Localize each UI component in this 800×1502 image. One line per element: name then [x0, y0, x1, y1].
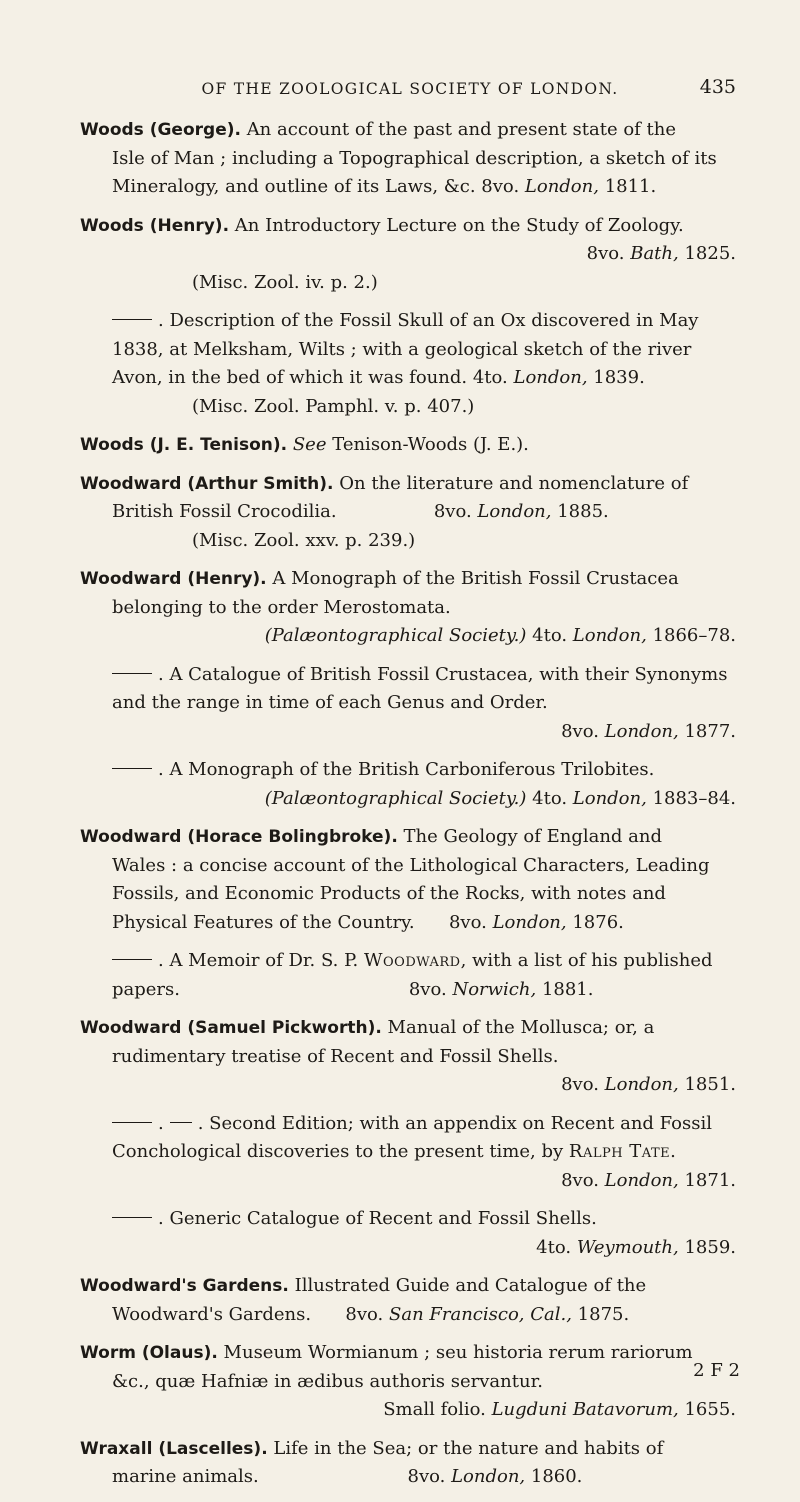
running-head [80, 76, 740, 106]
bibliography-entry [80, 1339, 740, 1425]
entry-year: 1655. [678, 1399, 736, 1420]
ditto-dash [112, 1122, 152, 1123]
bibliography-entry [80, 1205, 740, 1262]
ditto-dash [112, 1217, 152, 1218]
entry-author: Ralph Tate [568, 1141, 671, 1162]
entry-text: Conchological discoveries to the present time, by [112, 1141, 569, 1162]
entry-text: . [670, 1141, 676, 1162]
entry-text: Museum Wormianum ; seu historia rerum rariorum [223, 1342, 693, 1363]
entry-heading: Woodward (Arthur Smith). [80, 473, 334, 494]
ditto-dash [112, 673, 152, 674]
entry-text: Wales : a concise account of the Lithological Characters, Leading [112, 854, 710, 876]
entry-text: Mineralogy, and outline of its Laws, &c. 8vo. [112, 176, 525, 197]
entry-format: 8vo. [561, 1169, 605, 1191]
entry-place: London, [524, 176, 599, 197]
entry-year: 1883–84. [646, 787, 736, 809]
entry-text: A Monograph of the British Fossil Crustacea [272, 568, 679, 589]
entry-place: London, [477, 501, 552, 522]
signature-mark: 2 F 2 [693, 1360, 740, 1381]
entry-year: 1860. [525, 1466, 583, 1487]
entry-place: London, [513, 367, 588, 388]
ditto-dash [112, 319, 152, 320]
entry-heading: Woodward (Henry). [80, 569, 267, 589]
bibliography-entry [80, 1435, 740, 1492]
bibliography-entry [80, 431, 740, 460]
entry-place: London, [604, 1074, 679, 1095]
entry-text: Fossils, and Economic Products of the Rocks, with notes and [112, 883, 666, 904]
entry-text: . A Catalogue of British Fossil Crustacea, with their Synonyms [158, 663, 728, 685]
entry-place: London, [492, 911, 567, 933]
bibliography-entry [80, 823, 740, 937]
entry-year: 1866–78. [646, 625, 736, 646]
entry-text: Physical Features of the Country. 8vo. [112, 911, 493, 933]
entry-place: Weymouth, [576, 1236, 679, 1258]
bibliography-entry: . . Second Edition; with an appendix on Recent and Fossil Conchological discoveries to the present time, by Ralph Tate. 8vo. London, 1871. [112, 1112, 736, 1191]
entry-heading: Woods (J. E. Tenison). [80, 435, 288, 455]
bibliography-entry [80, 1014, 740, 1100]
entry-series: (Palæontographical Society.) [264, 625, 527, 646]
entry-place: London, [604, 1169, 679, 1191]
ditto-dash [170, 1122, 192, 1123]
entry-format: 4to. [526, 625, 573, 646]
entry-text: On the literature and nomenclature of [339, 472, 689, 494]
see-reference: See [292, 434, 327, 455]
entry-text: 1838, at Melksham, Wilts ; with a geological sketch of the river [112, 338, 692, 360]
entry-heading: Woods (George). [80, 120, 241, 140]
entry-note: (Misc. Zool. xxv. p. 239.) [192, 529, 416, 551]
entry-text: rudimentary treatise of Recent and Fossil Shells. [112, 1045, 559, 1067]
entry-format: 4to. [526, 787, 573, 809]
entry-text: papers. 8vo. [112, 978, 453, 1000]
running-title: OF THE ZOOLOGICAL SOCIETY OF LONDON. [201, 80, 619, 98]
entry-heading: Woodward (Samuel Pickworth). [80, 1018, 382, 1038]
entry-text: Life in the Sea; or the nature and habits of [273, 1437, 664, 1459]
entry-year: 1871. [678, 1169, 736, 1191]
entry-text: Manual of the Mollusca; or, a [387, 1017, 655, 1038]
entry-year: 1876. [566, 911, 624, 933]
entry-heading: Woods (Henry). [80, 215, 230, 236]
bibliography-entry [80, 1272, 740, 1329]
bibliography-entry [80, 756, 740, 813]
entry-text: An Introductory Lecture on the Study of Zoology. [234, 214, 684, 236]
bibliography-entry [80, 116, 740, 202]
entry-format: Small folio. [383, 1399, 492, 1420]
entry-year: 1839. [587, 367, 645, 388]
entry-heading: Wraxall (Lascelles). [80, 1438, 268, 1459]
entry-year: 1885. [551, 501, 609, 522]
entry-text: . A Monograph of the British Carboniferous Trilobites. [158, 759, 655, 780]
entry-year: 1875. [571, 1303, 630, 1325]
entry-place: London, [572, 625, 647, 646]
entry-year: 1811. [598, 176, 657, 197]
entry-format: 4to. [536, 1236, 577, 1258]
bibliography-list [80, 116, 740, 1502]
entry-text: Illustrated Guide and Catalogue of the [294, 1275, 647, 1296]
entry-place: London, [451, 1466, 526, 1487]
entry-text: &c., quæ Hafniæ in ædibus authoris servantur. [112, 1370, 543, 1392]
entry-heading: Worm (Olaus). [80, 1343, 218, 1363]
entry-text: Avon, in the bed of which it was found. 4to. [112, 367, 514, 388]
entry-note: (Misc. Zool. Pamphl. v. p. 407.) [192, 395, 475, 417]
ditto-dash [112, 959, 152, 960]
entry-text: and the range in time of each Genus and Order. [112, 692, 548, 713]
entry-text: . A Memoir of Dr. S. P. [158, 950, 364, 971]
entry-text: Woodward's Gardens. 8vo. [112, 1303, 390, 1325]
entry-year: 1859. [678, 1236, 736, 1258]
bibliography-entry [80, 947, 740, 1004]
entry-text: belonging to the order Merostomata. [112, 596, 451, 618]
entry-place: San Francisco, Cal., [389, 1303, 572, 1325]
entry-text: Tenison-Woods (J. E.). [326, 434, 529, 455]
entry-place: Bath, [630, 243, 679, 264]
bibliography-entry [80, 661, 740, 747]
entry-text: . Description of the Fossil Skull of an Ox discovered in May [158, 310, 699, 331]
entry-format: 8vo. [586, 243, 631, 264]
bibliography-entry [80, 212, 740, 298]
page-number: 435 [699, 76, 736, 98]
entry-place: London, [604, 720, 679, 742]
entry-text: An account of the past and present state of the [246, 119, 677, 140]
bibliography-entry [80, 565, 740, 651]
entry-year: 1877. [678, 720, 736, 742]
entry-heading: Woodward (Horace Bolingbroke). [80, 827, 398, 847]
entry-format: 8vo. [561, 1074, 605, 1095]
entry-text: The Geology of England and [403, 826, 663, 847]
entry-year: 1881. [536, 978, 594, 1000]
entry-place: London, [572, 787, 647, 809]
entry-place: Lugduni Batavorum, [491, 1399, 679, 1420]
entry-text: . Second Edition; with an appendix on Recent and Fossil [197, 1112, 713, 1134]
entry-year: 1851. [678, 1074, 736, 1095]
entry-text: . Generic Catalogue of Recent and Fossil Shells. [158, 1208, 597, 1229]
entry-text: , with a list of his published [460, 950, 713, 971]
entry-text: British Fossil Crocodilia. 8vo. [112, 501, 478, 522]
entry-series: (Palæontographical Society.) [264, 787, 527, 809]
entry-year: 1825. [678, 243, 736, 264]
entry-text: marine animals. 8vo. [112, 1466, 452, 1487]
entry-heading: Woodward's Gardens. [80, 1276, 289, 1296]
entry-text: Isle of Man ; including a Topographical description, a sketch of its [112, 147, 717, 169]
entry-place: Norwich, [452, 978, 537, 1000]
bibliography-entry [80, 307, 740, 421]
entry-format: 8vo. [561, 720, 605, 742]
bibliography-entry [80, 470, 740, 556]
entry-author: Woodward [364, 950, 461, 971]
ditto-dash [112, 768, 152, 769]
entry-note: (Misc. Zool. iv. p. 2.) [192, 271, 378, 293]
